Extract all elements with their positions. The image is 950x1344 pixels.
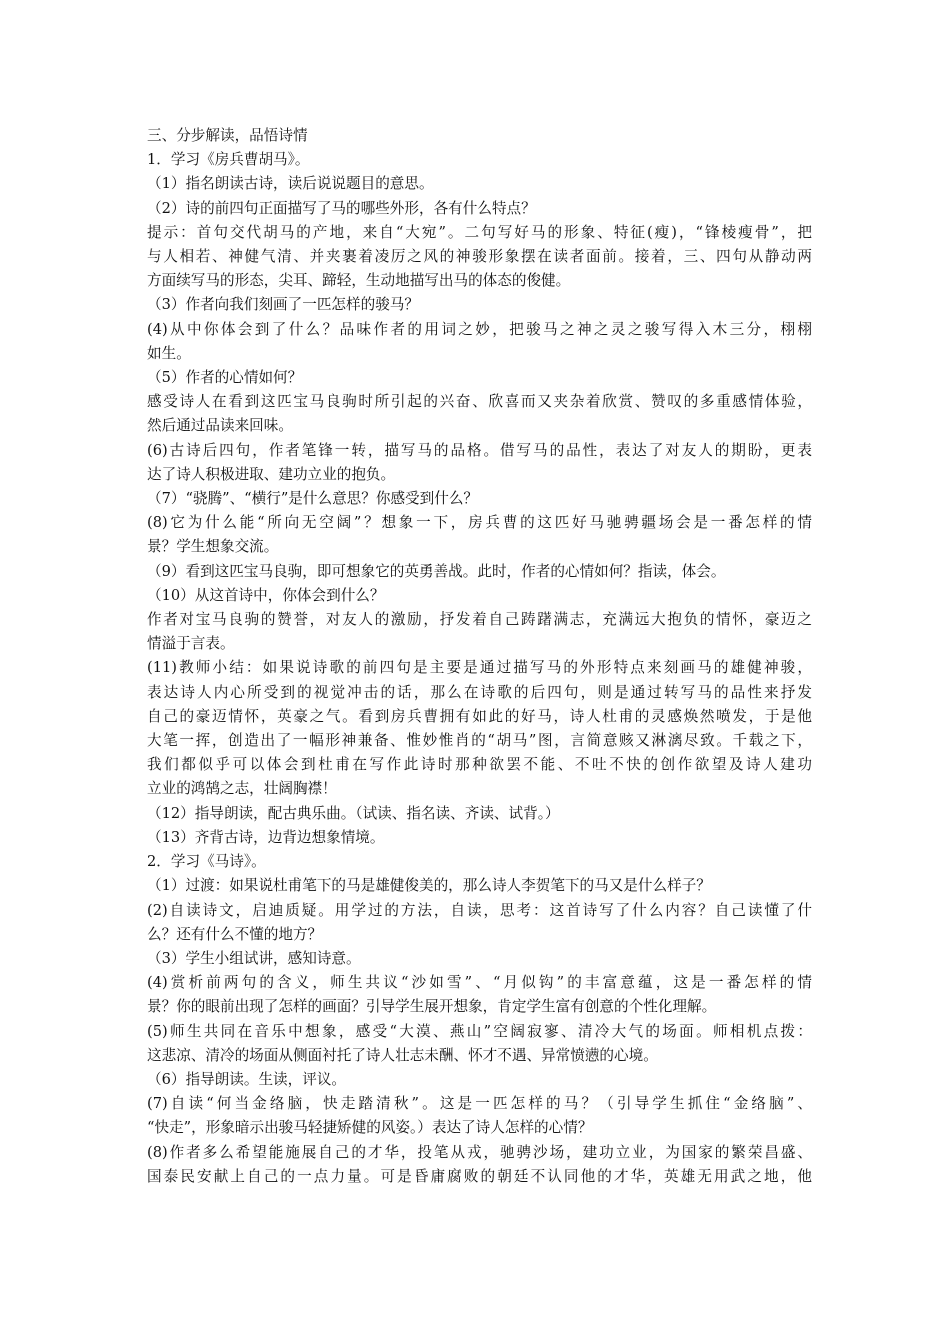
text-line: （3）作者向我们刻画了一匹怎样的骏马？ [147,296,419,314]
document-page [147,124,812,1189]
text-line: 大笔一挥，创造出了一幅形神兼备、惟妙惟肖的“胡马”图，言简意赅又淋漓尽致。千载之下， [147,732,812,750]
text-line: 如生。 [147,344,191,362]
text-line: （6）指导朗读。生读，评议。 [147,1070,347,1088]
text-line: (11)教师小结：如果说诗歌的前四句是主要是通过描写马的外形特点来刻画马的雄健神骏， [147,659,812,677]
text-line: 然后通过品读来回味。 [147,417,293,435]
text-line: 作者对宝马良驹的赞誉，对友人的激励，抒发着自己踌躇满志，充满远大抱负的情怀，豪迈之 [147,611,812,629]
text-line: （10）从这首诗中，你体会到什么？ [147,586,385,604]
text-line: （1）过渡：如果说杜甫笔下的马是雄健俊美的，那么诗人李贺笔下的马又是什么样子？ [147,877,711,895]
text-line: 感受诗人在看到这匹宝马良驹时所引起的兴奋、欣喜而又夹杂着欣赏、赞叹的多重感情体验， [147,393,812,411]
text-line: (4)从中你体会到了什么？品味作者的用词之妙，把骏马之神之灵之骏写得入木三分，栩栩 [147,320,812,338]
text-line: 么？还有什么不懂的地方？ [147,925,323,943]
text-line: 景？你的眼前出现了怎样的画面？引导学生展开想象，肯定学生富有创意的个性化理解。 [147,998,717,1016]
text-line: （13）齐背古诗，边背边想象情境。 [147,828,385,846]
text-line: （2）诗的前四句正面描写了马的哪些外形，各有什么特点？ [147,199,536,217]
text-line: （7）“骁腾”、“横行”是什么意思？你感受到什么？ [147,490,479,508]
text-line: （5）作者的心情如何？ [147,369,303,387]
text-line: 景？学生想象交流。 [147,538,279,556]
text-line: 这悲凉、清冷的场面从侧面衬托了诗人壮志未酬、怀才不遇、异常愤懑的心境。 [147,1046,658,1064]
text-line: 提示：首句交代胡马的产地，来自“大宛”。二句写好马的形象、特征(瘦)，“锋棱瘦骨”，把 [147,223,812,241]
text-line: 1．学习《房兵曹胡马》。 [147,151,310,169]
text-line: 自己的豪迈情怀，英豪之气。看到房兵曹拥有如此的好马，诗人杜甫的灵感焕然喷发，于是他 [147,707,812,725]
text-line: 达了诗人积极进取、建功立业的抱负。 [147,465,396,483]
text-line: （12）指导朗读，配古典乐曲。（试读、指名读、齐读、试背。） [147,804,560,822]
text-line: (6)古诗后四句，作者笔锋一转，描写马的品格。借写马的品性，表达了对友人的期盼，更表 [147,441,812,459]
text-line: 三、分步解读，品悟诗情 [147,127,308,144]
text-line: （3）学生小组试讲，感知诗意。 [147,949,361,967]
text-line: (8)它为什么能“所向无空阔”？想象一下，房兵曹的这匹好马驰骋疆场会是一番怎样的情 [147,514,812,532]
text-line: 情溢于言表。 [147,635,235,653]
text-line: 我们都似乎可以体会到杜甫在写作此诗时那种欲罢不能、不吐不快的创作欲望及诗人建功 [147,756,812,774]
text-line: 方面续写马的形态，尖耳、蹄轻，生动地描写出马的体态的俊健。 [147,272,571,290]
text-line: （9）看到这匹宝马良驹，即可想象它的英勇善战。此时，作者的心情如何？指读，体会。 [147,562,726,580]
text-line: (2)自读诗文，启迪质疑。用学过的方法，自读，思考：这首诗写了什么内容？自己读懂了什 [147,901,812,919]
text-line: 国泰民安献上自己的一点力量。可是昏庸腐败的朝廷不认同他的才华，英雄无用武之地，他 [147,1167,812,1185]
text-line: (8)作者多么希望能施展自己的才华，投笔从戎，驰骋沙场，建功立业，为国家的繁荣昌盛、 [147,1143,812,1161]
text-line: “快走”，形象暗示出骏马轻捷矫健的风姿。）表达了诗人怎样的心情？ [147,1119,593,1137]
text-line: （1）指名朗读古诗，读后说说题目的意思。 [147,175,434,193]
text-line: 与人相若、神健气清、并夹裹着凌厉之风的神骏形象摆在读者面前。接着，三、四句从静动两 [147,248,812,266]
text-line: 表达诗人内心所受到的视觉冲击的话，那么在诗歌的后四句，则是通过转写马的品性来抒发 [147,683,812,701]
text-line: 立业的鸿鹄之志，壮阔胸襟！ [147,780,337,798]
text-line: (5)师生共同在音乐中想象，感受“大漠、燕山”空阔寂寥、清冷大气的场面。师相机点拨： [147,1022,812,1040]
text-line: 2．学习《马诗》。 [147,853,266,871]
text-line: (4)赏析前两句的含义，师生共议“沙如雪”、“月似钩”的丰富意蕴，这是一番怎样的情 [147,974,812,992]
text-line: (7)自读“何当金络脑，快走踏清秋”。这是一匹怎样的马？（引导学生抓住“金络脑”、 [147,1095,812,1113]
